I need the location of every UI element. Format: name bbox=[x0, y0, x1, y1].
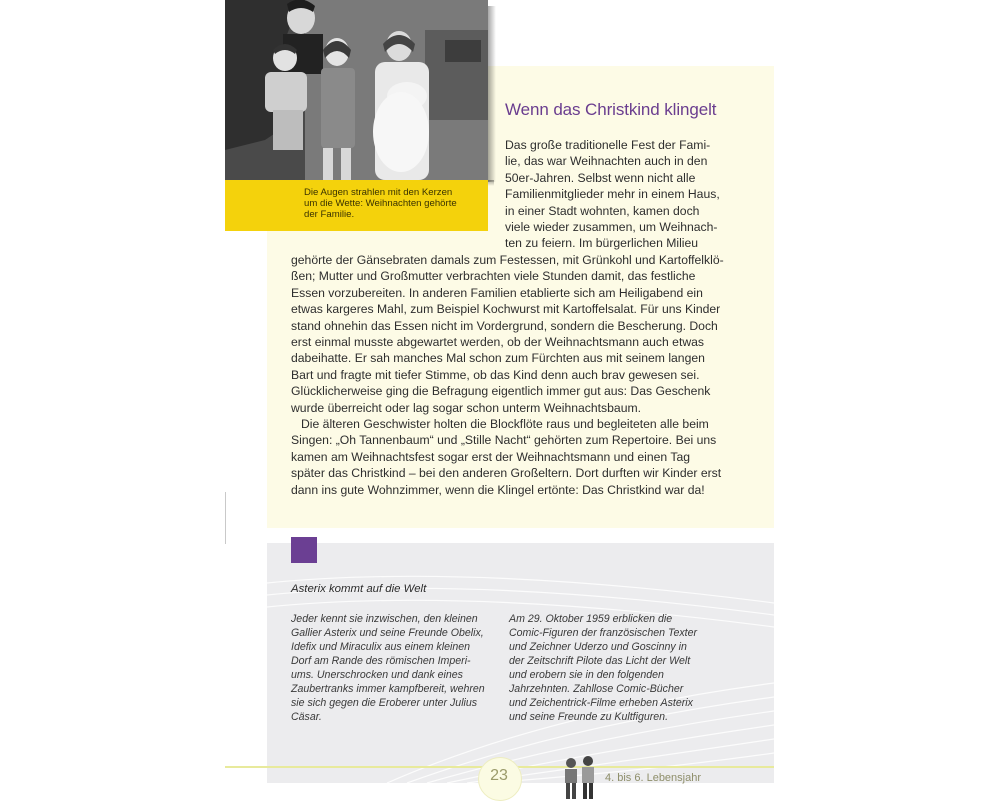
infobox-right-column bbox=[509, 612, 697, 724]
infobox-line: Dorf am Rande des römischen Imperi- bbox=[291, 655, 471, 667]
infobox-line: und Zeichner Uderzo und Goscinny in bbox=[509, 641, 687, 653]
body-line: etwas kargeres Mahl, zum Beispiel Kochwurst mit Kartoffelsalat. Für uns Kinder bbox=[291, 302, 721, 316]
body-line: ßen; Mutter und Großmutter verbrachten viele Stunden damit, das festliche bbox=[291, 269, 696, 283]
body-line: Glücklicherweise ging die Befragung eigentlich immer gut aus: Das Geschenk bbox=[291, 384, 711, 398]
body-line: lie, das war Weihnachten auch in den bbox=[505, 154, 708, 168]
infobox-line: ums. Unerschrocken und dank eines bbox=[291, 669, 463, 681]
body-line: in einer Stadt wohnten, kamen doch bbox=[505, 204, 700, 218]
family-christmas-photo bbox=[225, 0, 488, 180]
body-line: viele wieder zusammen, um Weihnach- bbox=[505, 220, 718, 234]
body-line: Bart und fragte mit tiefer Stimme, ob das Kind denn auch brav gewesen sei. bbox=[291, 368, 700, 382]
infobox-line: Zaubertranks immer kampfbereit, wehren bbox=[291, 683, 485, 695]
body-line: Essen vorzubereiten. In anderen Familien etablierte sich am Heiligabend ein bbox=[291, 286, 703, 300]
body-line: Singen: „Oh Tannenbaum“ und „Stille Nacht“ gehörten zum Repertoire. Bei uns bbox=[291, 433, 717, 447]
body-line: Das große traditionelle Fest der Fami- bbox=[505, 138, 711, 152]
body-line: 50er-Jahren. Selbst wenn nicht alle bbox=[505, 171, 696, 185]
infobox-left-column bbox=[291, 612, 485, 724]
body-line: Familienmitglieder mehr in einem Haus, bbox=[505, 187, 720, 201]
infobox-line: sie sich gegen die Eroberer unter Julius bbox=[291, 697, 478, 709]
infobox-line: Gallier Asterix und seine Freunde Obelix, bbox=[291, 627, 484, 639]
infobox-line: und Zeichentrick-Filme erheben Asterix bbox=[509, 697, 693, 709]
infobox-line: Jeder kennt sie inzwischen, den kleinen bbox=[291, 613, 478, 625]
page-number: 23 bbox=[490, 767, 508, 784]
infobox-line: Jahrzehnten. Zahllose Comic-Bücher bbox=[509, 683, 684, 695]
body-line: später das Christkind – bei den anderen Großeltern. Dort durften wir Kinder erst bbox=[291, 466, 722, 480]
caption-line: Die Augen strahlen mit den Kerzen bbox=[304, 187, 453, 198]
body-line: kamen am Weihnachtsfest sogar erst der Weihnachtsmann und einen Tag bbox=[291, 450, 691, 464]
body-line: gehörte der Gänsebraten damals zum Festessen, mit Grünkohl und Kartoffelklö- bbox=[291, 253, 724, 267]
body-line: wurde überreicht oder lag sogar schon unterm Weihnachtsbaum. bbox=[291, 401, 642, 415]
margin-rule bbox=[225, 492, 226, 544]
body-line: erst einmal musste abgewartet werden, ob der Weihnachtsmann auch etwas bbox=[291, 335, 705, 349]
caption-line: der Familie. bbox=[304, 209, 355, 221]
infobox-line: und erobern sie in den folgenden bbox=[509, 669, 664, 681]
body-line: ten zu feiern. Im bürgerlichen Milieu bbox=[505, 236, 699, 250]
infobox-line: der Zeitschrift Pilote das Licht der Welt bbox=[509, 655, 691, 667]
body-line: stand ohnehin das Essen nicht im Vordergrund, sondern die Bescherung. Doch bbox=[291, 319, 718, 333]
infobox-line: Am 29. Oktober 1959 erblicken die bbox=[509, 613, 673, 625]
body-line: dabeihatte. Er sah manches Mal schon zum Fürchten aus mit seinem langen bbox=[291, 351, 705, 365]
infobox-line: Comic-Figuren der französischen Texter bbox=[509, 627, 698, 639]
children-icon bbox=[560, 754, 600, 800]
infobox-marker bbox=[291, 537, 317, 563]
infobox-line: Cäsar. bbox=[291, 711, 322, 723]
infobox-title: Asterix kommt auf die Welt bbox=[291, 583, 427, 595]
photo-shadow-right bbox=[488, 6, 496, 182]
infobox-line: und seine Freunde zu Kultfiguren. bbox=[509, 711, 669, 723]
body-line: dann ins gute Wohnzimmer, wenn die Klingel ertönte: Das Christkind war da! bbox=[291, 483, 705, 497]
article-heading: Wenn das Christkind klingelt bbox=[505, 100, 717, 119]
infobox-line: Idefix und Miraculix aus einem kleinen bbox=[291, 641, 471, 653]
section-label: 4. bis 6. Lebensjahr bbox=[605, 772, 702, 784]
photo-caption bbox=[304, 187, 479, 221]
body-line: Die älteren Geschwister holten die Blockflöte raus und begleiteten alle beim bbox=[301, 417, 709, 431]
caption-line: um die Wette: Weihnachten gehörte bbox=[304, 198, 457, 210]
